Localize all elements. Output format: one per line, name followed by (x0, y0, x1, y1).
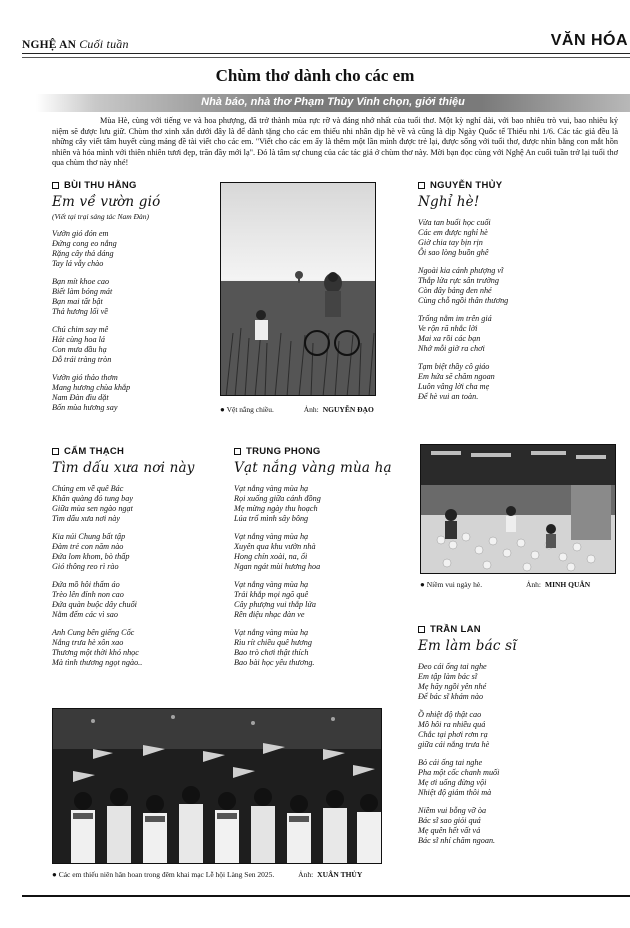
poem-line: Chắc tại phơi rơm rạ (418, 730, 488, 739)
square-bullet-icon (418, 182, 425, 189)
caption-text: Các em thiếu niên hân hoan trong đêm khai mạc Lễ hội Làng Sen 2025. (58, 870, 275, 879)
poem-line: Con mưa đầu hạ (52, 345, 107, 354)
poem-line: Kia núi Chung bất tập (52, 532, 126, 541)
poem-stanza (418, 710, 618, 750)
poem-tran-lan (418, 624, 618, 846)
poem-line: Ve rộn rã nhắc lời (418, 324, 478, 333)
poem-stanza (52, 277, 212, 317)
poem-bui-thu-hang (52, 180, 212, 413)
bullet-icon: ● (220, 405, 225, 414)
brand-italic: Cuối tuần (79, 37, 129, 51)
poem-line: Nắng trưa hè xôn xao (52, 638, 124, 647)
poem-line: Còn đây bảng đen nhé (418, 286, 492, 295)
poem-line: Gió thông reo rì rào (52, 562, 119, 571)
poem-line: Đứa lom khom, bò thấp (52, 552, 130, 561)
poem-line: Trải khắp mọi ngõ quê (234, 590, 309, 599)
square-bullet-icon (52, 182, 59, 189)
credit-prefix: Ảnh: (526, 580, 541, 589)
poem-cam-thach (52, 446, 222, 668)
square-bullet-icon (52, 448, 59, 455)
poem-stanza (52, 484, 222, 524)
poem-line: Cây phượng vui thắp lửa (234, 600, 316, 609)
article-intro: Mùa Hè, cùng với tiếng ve và hoa phượng, đã trở thành mùa rực rỡ và đáng nhớ nhất của tuổi thơ. Một kỳ nghỉ dài, với bao nhiêu trò vui, bao nhiêu kỷ niệm sẽ được lưu giữ. Chùm thơ xinh xắn dưới đây là để dành tặng cho các em thiếu nhi nhân dịp hè về và cũng là dịp Ngày Quốc tế Thiếu nhi 1/6. Các tác giả đều là những cây viết tâm huyết cùng mảng đề tài viết cho các em. "Viết cho các em ấy là thêm một lần mình được trẻ lại, được sống với tuổi thơ, được nhìn bằng con mắt hồn nhiên và hóa mình với thiên nhiên tươi đẹp, trăn đầy mới lạ". Đó là tâm sự chung của các tác giả ở chùm thơ này. Mời bạn đọc cùng với Nghệ An cuối tuần trở lại tuổi thơ qua chùm thơ này nhé! (52, 116, 618, 167)
poem-line: Anh Cung bên giếng Cốc (52, 628, 135, 637)
poem-line: Bạn mít khoe cao (52, 277, 110, 286)
photo-festival-image (53, 709, 382, 864)
poem-stanza (234, 484, 414, 524)
poem-stanza (52, 580, 222, 620)
photo-credit: XUÂN THỦY (317, 870, 363, 879)
poem-trung-phong (234, 446, 414, 668)
poem-line: Rặng cây thả dáng (52, 249, 114, 258)
poem-stanza (418, 218, 618, 258)
square-bullet-icon (418, 626, 425, 633)
poem-line: Vạt nắng vàng mùa hạ (234, 532, 309, 541)
poem-line: Ôi sao lòng buồn ghê (418, 248, 489, 257)
poem-stanza (418, 362, 618, 402)
poem-title: Vạt nắng vàng mùa hạ (234, 460, 392, 476)
poem-line: Mẹ ơi uống đừng vội (418, 778, 487, 787)
poem-line: Mẹ mừng ngày thu hoạch (234, 504, 318, 513)
photo-caption-2 (420, 580, 590, 589)
poem-stanza (52, 229, 212, 269)
poem-line: Mai xa rồi các bạn (418, 334, 481, 343)
photo-caption-1 (220, 405, 374, 414)
poem-stanza (234, 532, 414, 572)
poem-stanza (52, 373, 212, 413)
poem-line: Xuyên qua khu vườn nhà (234, 542, 316, 551)
poem-line: Em hứa sẽ chăm ngoan (418, 372, 495, 381)
poem-stanza (418, 758, 618, 798)
poem-line: Bao trò chơi thật thích (234, 648, 309, 657)
photo-festival (52, 708, 382, 864)
credit-prefix: Ảnh: (298, 870, 314, 879)
poem-line: Thương một thời khó nhọc (52, 648, 139, 657)
poem-line: Tay lá vẫy chào (52, 259, 104, 268)
poem-note: (Viết tại trại sáng tác Nam Đàn) (52, 212, 149, 221)
poem-line: Hát cùng hoa lá (52, 335, 105, 344)
poem-line: Đứng cong eo nắng (52, 239, 117, 248)
poem-line: Lúa trổ mình sây bông (234, 514, 309, 523)
poem-line: Đeo cái ống tai nghe (418, 662, 487, 671)
poem-line: Ngoài kia cánh phượng vĩ (418, 266, 504, 275)
article-subtitle: Nhà báo, nhà thơ Phạm Thùy Vinh chọn, giới thiệu (201, 96, 465, 108)
poem-line: Em tập làm bác sĩ (418, 672, 478, 681)
poem-line: Mẹ hãy ngồi yên nhé (418, 682, 487, 691)
poem-line: Giữa mùa sen ngào ngạt (52, 504, 133, 513)
poem-stanza (52, 628, 222, 668)
poem-author (418, 180, 618, 191)
poem-author (52, 180, 212, 191)
poem-stanza (418, 806, 618, 846)
poem-line: Vạt nắng vàng mùa hạ (234, 580, 309, 589)
poem-stanza (234, 580, 414, 620)
poem-line: Luôn vâng lời cha mẹ (418, 382, 490, 391)
poem-line: Đàm trẻ con năm nào (52, 542, 124, 551)
poem-line: Trống nằm im trên giá (418, 314, 492, 323)
poem-line: Bác sĩ nhí chăm ngoan. (418, 836, 496, 845)
poem-line: Bao bài học yêu thương. (234, 658, 315, 667)
divider (22, 57, 630, 58)
poem-line: Khăn quàng đỏ tung bay (52, 494, 133, 503)
masthead (22, 30, 630, 54)
author-name: TRUNG PHONG (246, 446, 321, 457)
poem-line: Cùng chỗ ngồi thân thương (418, 296, 509, 305)
poem-line: Nhớ mỗi giờ ra chơi (418, 344, 485, 353)
brand-name: NGHỆ AN (22, 39, 77, 51)
poem-line: Rền điệu nhạc đàn ve (234, 610, 305, 619)
poem-title: Nghỉ hè! (418, 194, 480, 210)
poem-line: Bác sĩ sao giỏi quá (418, 816, 481, 825)
poem-line: giữa cái nắng trưa hè (418, 740, 490, 749)
square-bullet-icon (234, 448, 241, 455)
poem-line: Tìm dấu xưa nơi này (52, 514, 120, 523)
author-name: TRẦN LAN (430, 624, 481, 635)
poem-line: Niềm vui bỗng vỡ òa (418, 806, 487, 815)
article-title: Chùm thơ dành cho các em (215, 66, 415, 85)
bullet-icon: ● (52, 870, 57, 879)
poem-line: Dỗ trái tràng tròn (52, 355, 112, 364)
poem-line: Mà tình thương ngọt ngào.. (52, 658, 143, 667)
section-label: VĂN HÓA (550, 32, 628, 49)
poem-line: Để hè vui an toàn. (418, 392, 479, 401)
caption-text: Niềm vui ngày hè. (426, 580, 483, 589)
poem-line: Pha một cốc chanh muối (418, 768, 500, 777)
poem-line: Vạt nắng vàng mùa hạ (234, 484, 309, 493)
photo-playground (420, 444, 616, 574)
author-name: BÙI THU HẰNG (64, 180, 137, 191)
poem-line: Đứa mồ hôi thấm áo (52, 580, 120, 589)
poem-line: Ngan ngát mùi hương hoa (234, 562, 321, 571)
poem-stanza (418, 662, 618, 702)
poem-nguyen-thuy (418, 180, 618, 402)
poem-line: Bốn mùa hương say (52, 403, 118, 412)
poem-stanza (52, 532, 222, 572)
poem-line: Rìu rít chiều quê hương (234, 638, 312, 647)
author-name: NGUYỄN THỦY (430, 180, 503, 191)
poem-line: Mồ hôi ra nhiều quá (418, 720, 486, 729)
poem-line: Để bác sĩ khám nào (418, 692, 484, 701)
poem-line: Nhiệt độ giảm thôi mà (418, 788, 492, 797)
poem-line: Vườn gió thảo thơm (52, 373, 118, 382)
poem-line: Thả hương lối về (52, 307, 108, 316)
poem-line: Mang hương chùa khắp (52, 383, 131, 392)
photo-credit: MINH QUÂN (545, 580, 591, 589)
poem-stanza (418, 314, 618, 354)
subtitle-bar (36, 94, 630, 112)
bullet-icon: ● (420, 580, 425, 589)
poem-line: Vừa tan buổi học cuối (418, 218, 491, 227)
poem-title: Tìm dấu xưa nơi này (52, 460, 195, 476)
poem-line: Nằm đếm các vì sao (52, 610, 118, 619)
poem-line: Ồ nhiệt độ thật cao (418, 710, 482, 719)
caption-text: Vệt nắng chiều. (226, 405, 274, 414)
poem-author (52, 446, 222, 457)
poem-line: Vườn gió đón em (52, 229, 109, 238)
credit-prefix: Ảnh: (303, 405, 319, 414)
author-name: CẨM THẠCH (64, 446, 125, 457)
poem-stanza (52, 325, 212, 365)
divider (22, 895, 630, 897)
poem-stanza (234, 628, 414, 668)
poem-title: Em làm bác sĩ (418, 638, 517, 654)
photo-field-image (221, 183, 376, 396)
poem-line: Bỏ cái ống tai nghe (418, 758, 483, 767)
poem-line: Biết làm bóng mát (52, 287, 113, 296)
poem-line: Hong chín xoài, na, ổi (234, 552, 308, 561)
poem-line: Mẹ quên hết vất vả (418, 826, 481, 835)
poem-line: Chú chim say mê (52, 325, 109, 334)
poem-line: Thắp lửa rực sân trường (418, 276, 499, 285)
poem-line: Đứa quàn buộc dây chuối (52, 600, 137, 609)
photo-caption-3 (52, 870, 362, 879)
poem-line: Bạn mai tất bật (52, 297, 103, 306)
poem-author (418, 624, 618, 635)
poem-author (234, 446, 414, 457)
poem-line: Các em được nghỉ hè (418, 228, 488, 237)
poem-stanza (418, 266, 618, 306)
poem-line: Chúng em về quê Bác (52, 484, 124, 493)
poem-line: Giờ chia tay bịn rịn (418, 238, 483, 247)
poem-title: Em về vườn gió (52, 194, 161, 210)
poem-line: Vạt nắng vàng mùa hạ (234, 628, 309, 637)
brand-logo (22, 37, 129, 52)
photo-playground-image (421, 445, 616, 574)
poem-line: Nam Đàn đìu dặt (52, 393, 109, 402)
poem-line: Trèo lên đỉnh non cao (52, 590, 124, 599)
photo-field-girls (220, 182, 376, 396)
poem-line: Rọi xuống giữa cánh đồng (234, 494, 321, 503)
poem-line: Tạm biệt thầy cô giáo (418, 362, 490, 371)
photo-credit: NGUYỄN ĐẠO (322, 405, 374, 414)
